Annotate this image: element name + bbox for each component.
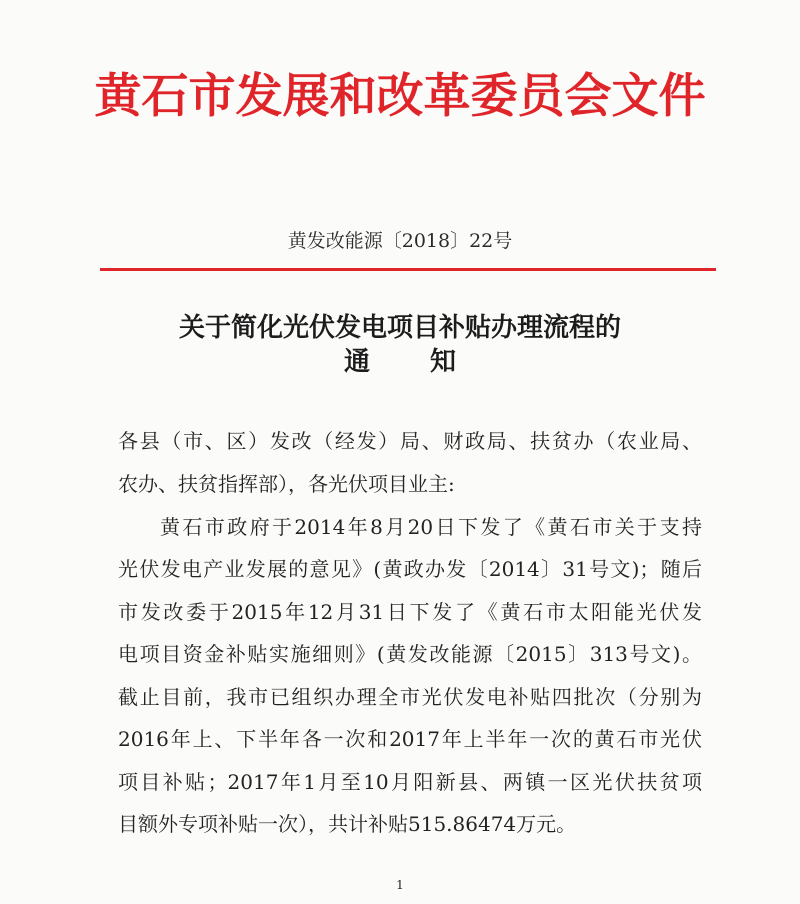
masthead-title: 黄石市发展和改革委员会文件 xyxy=(94,69,706,124)
red-divider xyxy=(100,268,716,271)
body-line: 截止目前，我市已组织办理全市光伏发电补贴四批次（分别为 xyxy=(118,685,702,709)
page-number: 1 xyxy=(396,878,404,892)
body-line: 光伏发电产业发展的意见》(黄政办发〔2014〕31号文)；随后 xyxy=(118,557,702,581)
body-line: 目额外专项补贴一次），共计补贴515.86474万元。 xyxy=(118,812,577,836)
document-number: 黄发改能源〔2018〕22号 xyxy=(287,230,513,252)
document-title-line2: 通知 xyxy=(343,347,516,377)
body-line: 市发改委于2015年12月31日下发了《黄石市太阳能光伏发 xyxy=(118,600,702,624)
body-line: 黄石市政府于2014年8月20日下发了《黄石市关于支持 xyxy=(160,515,702,539)
body-line: 农办、扶贫指挥部），各光伏项目业主: xyxy=(118,472,455,496)
body-line: 电项目资金补贴实施细则》(黄发改能源〔2015〕313号文)。 xyxy=(118,642,702,666)
body-line: 各县（市、区）发改（经发）局、财政局、扶贫办（农业局、 xyxy=(118,429,702,453)
body-line: 项目补贴；2017年1月至10月阳新县、两镇一区光伏扶贫项 xyxy=(118,770,702,794)
body-line: 2016年上、下半年各一次和2017年上半年一次的黄石市光伏 xyxy=(118,727,702,751)
document-title-line1: 关于简化光伏发电项目补贴办理流程的 xyxy=(178,313,621,343)
